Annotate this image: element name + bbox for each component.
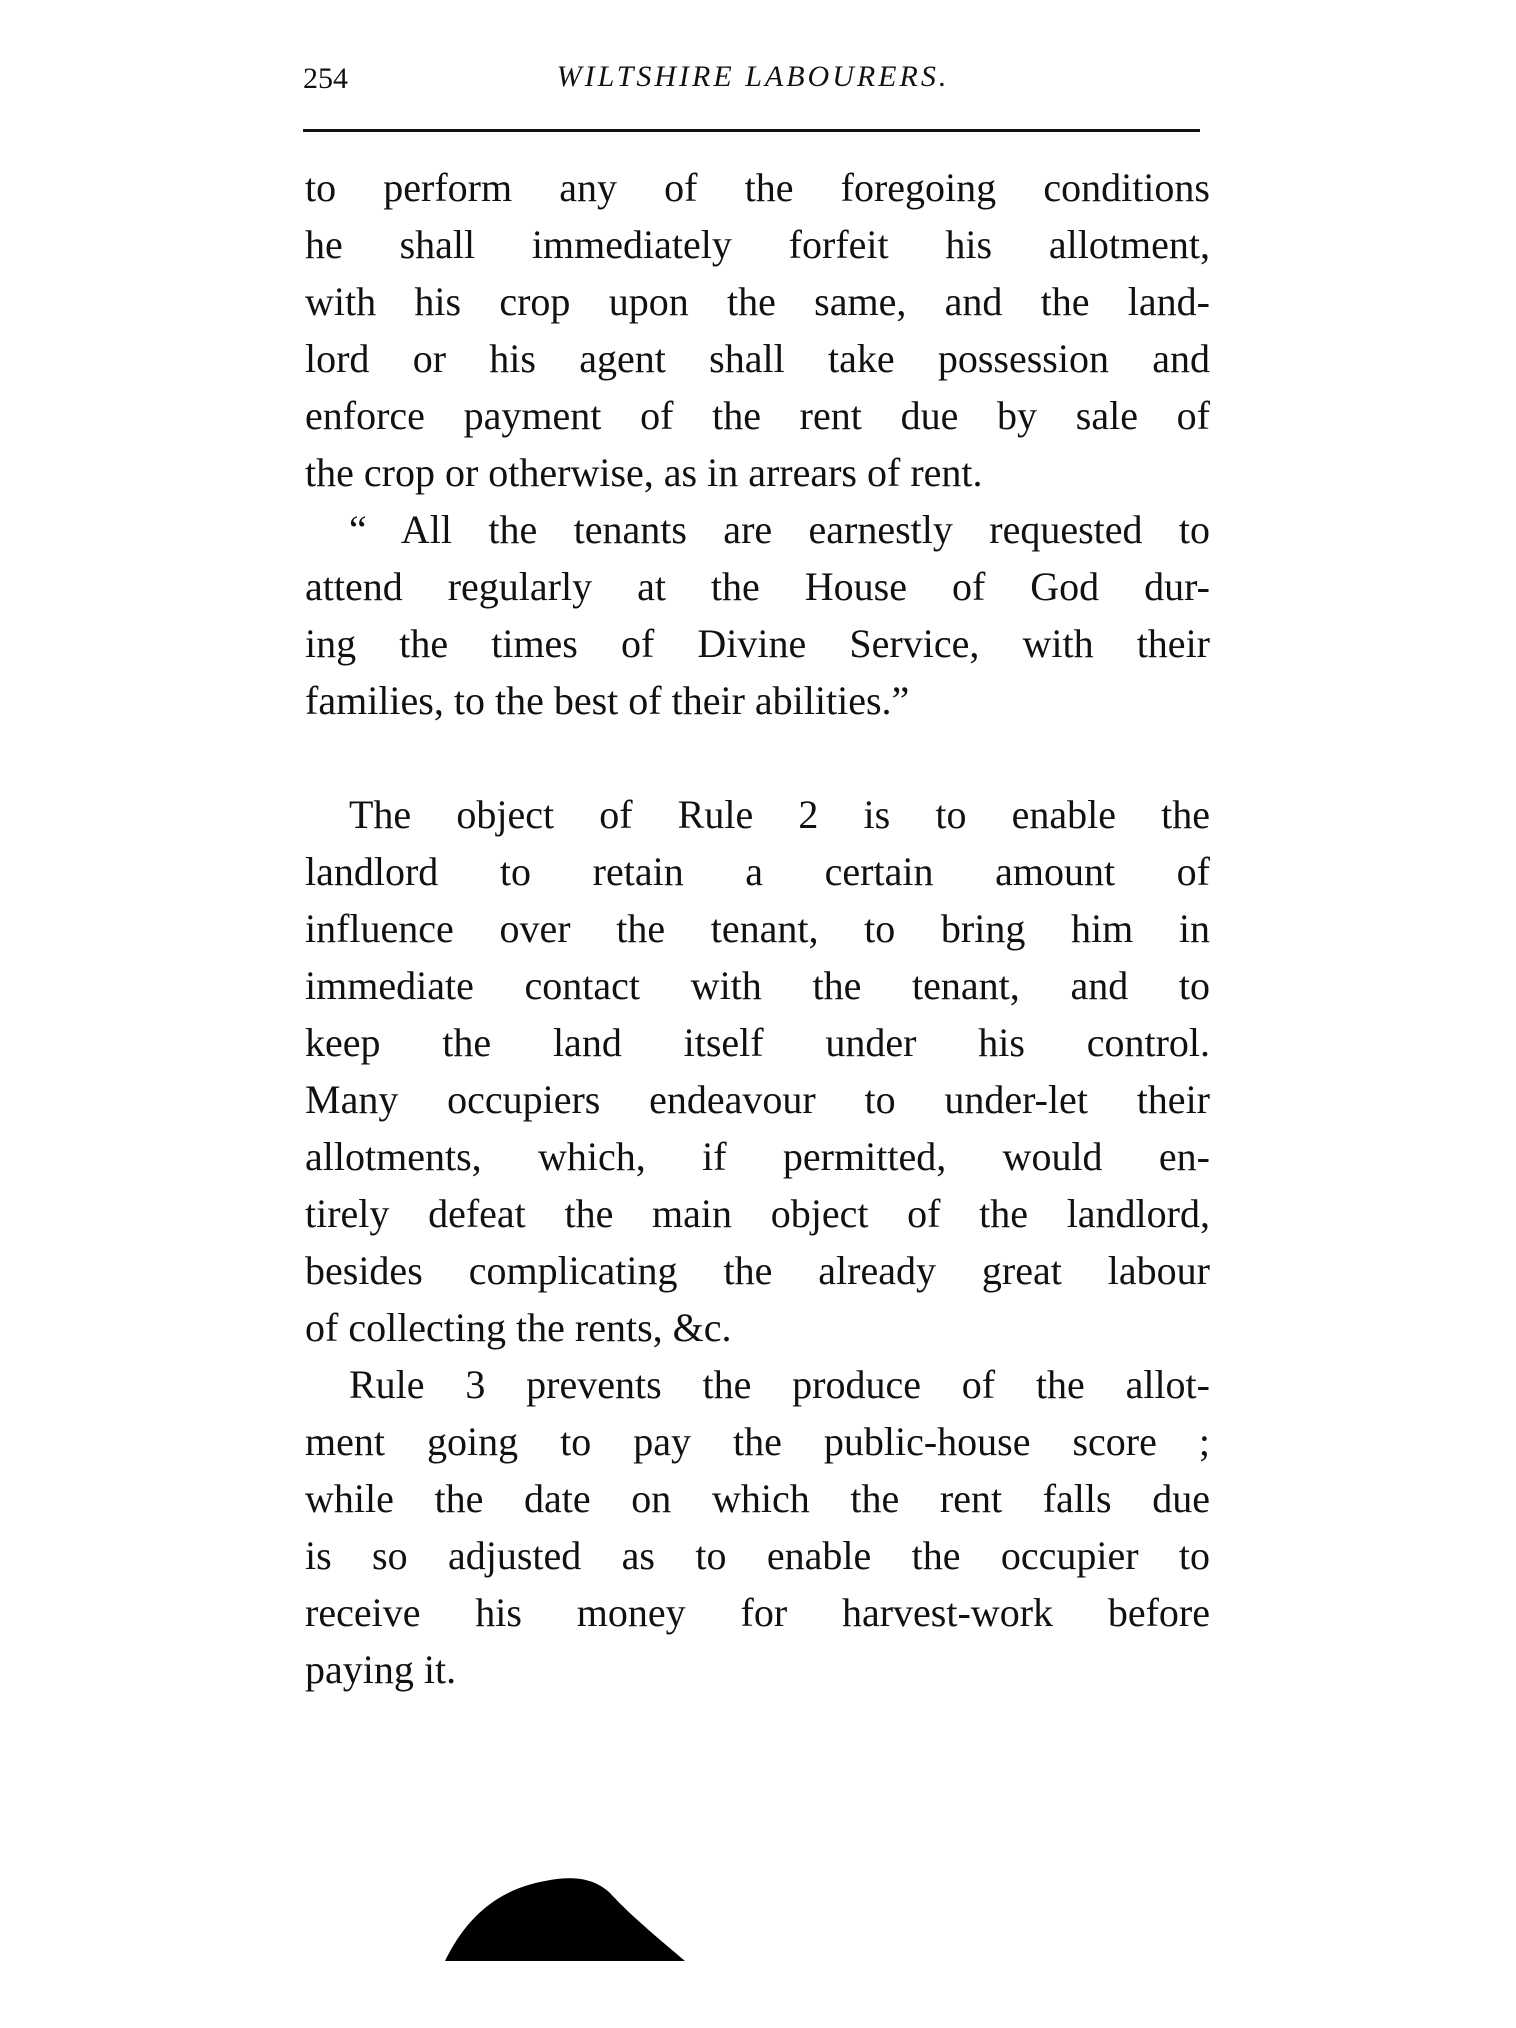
text-line: paying it. (305, 1647, 457, 1692)
text-line: attend regularly at the House of God dur- (305, 564, 1210, 609)
paragraph-rule-3 (305, 1356, 1210, 1698)
text-line: is so adjusted as to enable the occupier to (305, 1533, 1210, 1578)
text-line: lord or his agent shall take possession and (305, 336, 1210, 381)
text-line: families, to the best of their abilities.” (305, 678, 910, 723)
text-line: ing the times of Divine Service, with their (305, 621, 1210, 666)
paragraph-rule-2 (305, 786, 1210, 1356)
ink-blot (445, 1875, 690, 1965)
text-line: landlord to retain a certain amount of (305, 849, 1210, 894)
paragraph-continued (305, 159, 1210, 501)
text-line: allotments, which, if permitted, would en- (305, 1134, 1210, 1179)
text-line: ment going to pay the public-house score ; (305, 1419, 1210, 1464)
running-title: WILTSHIRE LABOURERS. (556, 60, 950, 93)
page-number: 254 (303, 62, 348, 95)
text-line: to perform any of the foregoing conditions (305, 165, 1210, 210)
header-rule (303, 129, 1200, 132)
text-line: he shall immediately forfeit his allotment, (305, 222, 1210, 267)
text-line: influence over the tenant, to bring him in (305, 906, 1210, 951)
text-line: with his crop upon the same, and the land- (305, 279, 1210, 324)
text-line: tirely defeat the main object of the landlord, (305, 1191, 1210, 1236)
text-line: of collecting the rents, &c. (305, 1305, 732, 1350)
text-line: receive his money for harvest-work before (305, 1590, 1210, 1635)
text-line: the crop or otherwise, as in arrears of rent. (305, 450, 983, 495)
paragraph-quote (305, 501, 1210, 729)
text-line: “ All the tenants are earnestly requested to (349, 507, 1210, 552)
text-line: while the date on which the rent falls due (305, 1476, 1210, 1521)
text-line: Many occupiers endeavour to under-let their (305, 1077, 1210, 1122)
text-line: besides complicating the already great labour (305, 1248, 1210, 1293)
text-line: enforce payment of the rent due by sale of (305, 393, 1210, 438)
text-line: Rule 3 prevents the produce of the allot- (349, 1362, 1210, 1407)
text-line: The object of Rule 2 is to enable the (349, 792, 1210, 837)
text-line: immediate contact with the tenant, and to (305, 963, 1210, 1008)
text-line: keep the land itself under his control. (305, 1020, 1210, 1065)
